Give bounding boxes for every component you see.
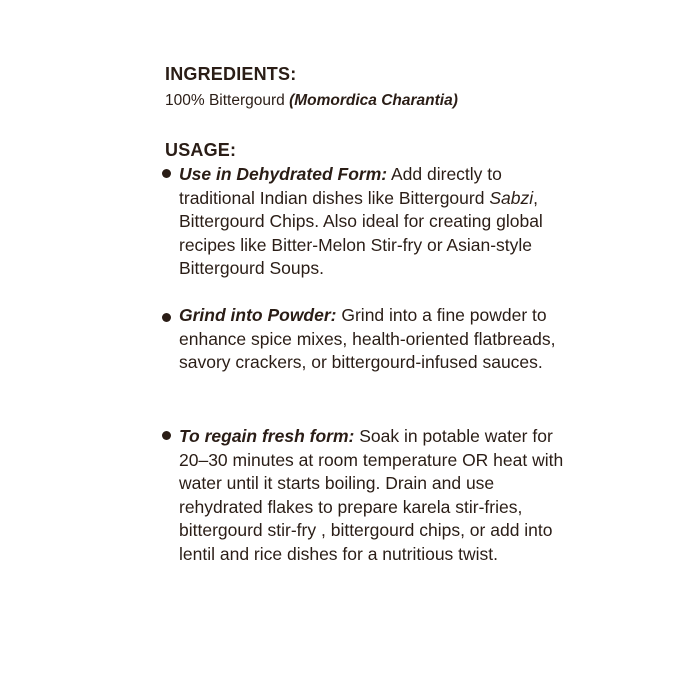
ingredients-text [165,92,458,110]
usage-item-lead: Use in Dehydrated Form: [179,164,388,184]
bullet-icon [162,313,171,322]
usage-item-text [179,163,569,281]
usage-item-lead: Grind into Powder: [179,305,337,325]
usage-item-body: Add directly to traditional Indian dishes like Bittergourd [179,164,502,208]
usage-item-lead: To regain fresh form: [179,426,355,446]
bullet-icon [162,169,171,178]
usage-heading: USAGE: [165,140,237,160]
usage-item-text [179,304,569,375]
usage-item-body: Grind into a fine powder to enhance spice mixes, health-oriented flatbreads, savory crackers, or bittergourd-infused sauces. [179,305,556,372]
ingredients-heading: INGREDIENTS: [165,64,297,84]
usage-item-text [179,425,569,566]
usage-item-body-continued: , Bittergourd Chips. Also ideal for creating global recipes like Bitter-Melon Stir-fry or Asian-style Bittergourd Soups. [179,187,543,278]
ingredients-value: 100% Bittergourd [165,92,290,109]
scientific-name: (Momordica Charantia) [289,92,458,109]
usage-item-body: Soak in potable water for 20–30 minutes at room temperature OR heat with water until it starts boiling. Drain and use rehydrated flakes to prepare karela stir-fries, bittergourd stir-fry , bittergourd chips, or add into lentil and rice dishes for a nutritious twist. [179,426,564,564]
usage-item-italic: Sabzi [489,187,534,208]
bullet-icon [162,431,171,440]
